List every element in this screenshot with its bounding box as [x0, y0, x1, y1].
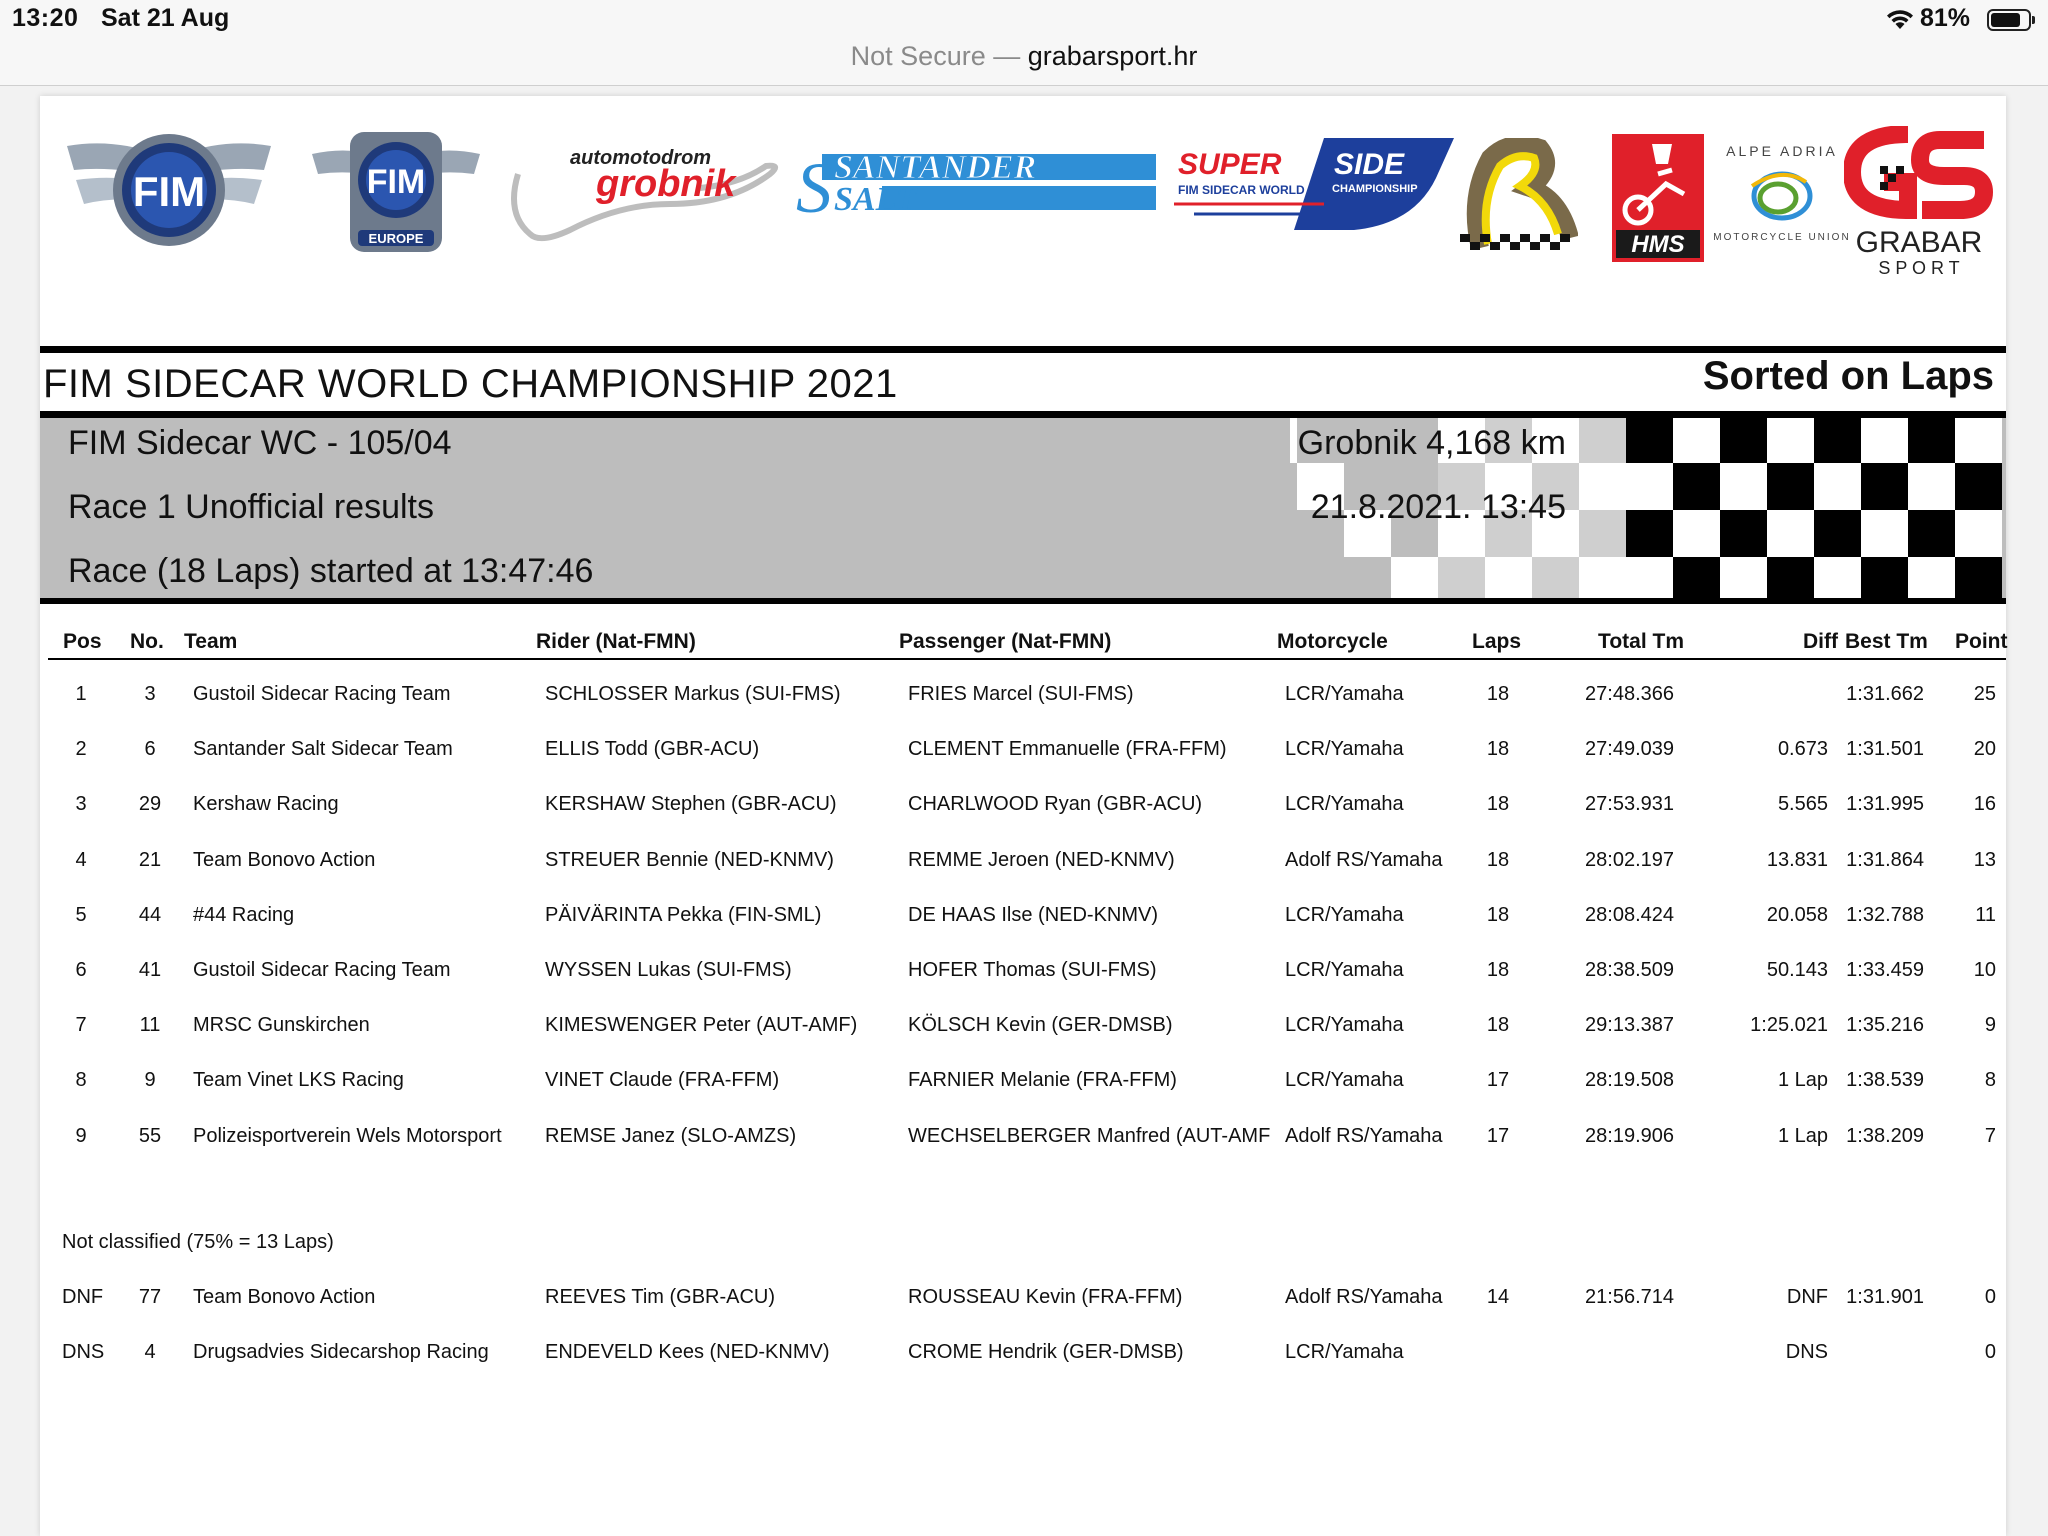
cell-passenger: FRIES Marcel (SUI-FMS): [908, 683, 1134, 705]
url-host: grabarsport.hr: [1027, 41, 1198, 71]
flag-square: [1767, 418, 1814, 463]
fim-logo: [62, 126, 276, 256]
col-pos: Pos: [63, 630, 102, 653]
flag-square: [1720, 557, 1767, 598]
cell-points: 25: [1973, 683, 1996, 705]
cell-laps: 18: [1486, 793, 1510, 816]
svg-text:FIM SIDECAR WORLD: FIM SIDECAR WORLD: [1178, 183, 1305, 197]
event-name: FIM Sidecar WC - 105/04: [68, 424, 452, 462]
flag-square: [1861, 463, 1908, 510]
cell-team: Drugsadvies Sidecarshop Racing: [193, 1341, 489, 1364]
col-team: Team: [184, 630, 238, 653]
cell-points: 7: [1984, 1124, 1996, 1147]
flag-square: [1720, 510, 1767, 557]
cell-motorcycle: Adolf RS/Yamaha: [1285, 1124, 1443, 1147]
flag-square: [1955, 557, 2002, 598]
cell-team: Team Bonovo Action: [193, 1286, 376, 1308]
cell-rider: ENDEVELD Kees (NED-KNMV): [545, 1341, 830, 1364]
battery-percent: 81%: [1920, 4, 1971, 32]
flag-square: [1861, 510, 1908, 557]
cell-total: 21:56.714: [1585, 1286, 1674, 1308]
fim-europe-logo: [308, 126, 484, 256]
cell-team: Gustoil Sidecar Racing Team: [193, 683, 451, 705]
flag-square: [1673, 463, 1720, 510]
cell-rider: ELLIS Todd (GBR-ACU): [545, 738, 760, 761]
cell-motorcycle: LCR/Yamaha: [1285, 683, 1404, 705]
cell-motorcycle: LCR/Yamaha: [1285, 738, 1404, 761]
cell-no: 4: [144, 1341, 156, 1364]
svg-text:EUROPE: EUROPE: [368, 231, 424, 246]
cell-passenger: WECHSELBERGER Manfred (AUT-AMF: [908, 1124, 1271, 1147]
cell-no: 77: [138, 1286, 162, 1308]
cell-total: 27:53.931: [1585, 793, 1674, 816]
cell-total: 29:13.387: [1585, 1014, 1674, 1037]
flag-square: [1955, 463, 2002, 510]
cell-total: 28:02.197: [1585, 848, 1674, 871]
flag-square: [1814, 557, 1861, 598]
svg-text:GRABAR: GRABAR: [1855, 226, 1983, 259]
status-date: Sat 21 Aug: [101, 4, 230, 32]
col-rider: Rider (Nat-FMN): [536, 630, 696, 653]
col-diff: Diff: [1803, 630, 1838, 653]
cell-pos: 1: [75, 683, 87, 705]
cell-total: 27:48.366: [1585, 683, 1674, 705]
cell-points: 20: [1973, 738, 1996, 761]
flag-square: [1861, 418, 1908, 463]
flag-square: [1673, 510, 1720, 557]
svg-text:HMS: HMS: [1631, 231, 1685, 258]
cell-pos: 9: [75, 1124, 87, 1147]
cell-no: 55: [138, 1124, 162, 1147]
flag-square: [1626, 418, 1673, 463]
cell-total: 27:49.039: [1585, 738, 1674, 761]
flag-square: [1579, 510, 1626, 557]
cell-diff: 1 Lap: [1777, 1124, 1828, 1147]
flag-square: [1579, 418, 1626, 463]
cell-pos: 5: [75, 903, 87, 926]
cell-pos: 6: [75, 959, 87, 981]
cell-diff: 20.058: [1766, 903, 1828, 926]
svg-text:S P O R T: S P O R T: [1878, 258, 1960, 276]
grobnik-logo: [500, 134, 786, 254]
alpe-adria-logo: [1696, 126, 1866, 256]
cell-pos: 2: [75, 738, 87, 761]
cell-points: 11: [1975, 903, 1996, 926]
event-info-panel: [40, 418, 2006, 598]
info-bottom-rule: [40, 598, 2006, 604]
svg-text:FIM: FIM: [132, 168, 206, 215]
cell-total: 28:38.509: [1585, 959, 1674, 981]
cell-no: 9: [144, 1069, 156, 1092]
wifi-icon: [1885, 7, 1915, 31]
cell-laps: 17: [1486, 1069, 1510, 1092]
cell-motorcycle: LCR/Yamaha: [1285, 1014, 1404, 1037]
cell-motorcycle: LCR/Yamaha: [1285, 903, 1404, 926]
cell-total: 28:19.508: [1585, 1069, 1674, 1092]
cell-pos: 4: [75, 848, 87, 871]
flag-square: [1767, 463, 1814, 510]
flag-square: [1290, 418, 1297, 463]
cell-rider: WYSSEN Lukas (SUI-FMS): [545, 959, 792, 981]
flag-square: [1626, 510, 1673, 557]
cell-points: 0: [1984, 1286, 1996, 1308]
superside-logo: [1174, 134, 1454, 234]
flag-square: [1814, 463, 1861, 510]
svg-text:FIM: FIM: [366, 163, 426, 201]
cell-team: Santander Salt Sidecar Team: [193, 738, 453, 761]
cell-team: Team Bonovo Action: [193, 848, 376, 871]
title-rule-bottom: [40, 411, 2006, 418]
cell-diff: 1:25.021: [1750, 1014, 1828, 1037]
cell-passenger: HOFER Thomas (SUI-FMS): [908, 959, 1157, 981]
cell-laps: 18: [1486, 683, 1510, 705]
svg-text:S: S: [796, 148, 832, 224]
cell-rider: KERSHAW Stephen (GBR-ACU): [545, 793, 837, 816]
cell-diff: DNS: [1785, 1341, 1828, 1364]
status-bar: [0, 0, 2048, 40]
cell-laps: 18: [1486, 738, 1510, 761]
cell-team: Team Vinet LKS Racing: [193, 1069, 404, 1092]
cell-rider: PÄIVÄRINTA Pekka (FIN-SML): [545, 903, 822, 926]
cell-diff: DNF: [1786, 1286, 1828, 1308]
svg-text:SIDE: SIDE: [1334, 148, 1405, 181]
cell-laps: 18: [1486, 959, 1510, 981]
flag-square: [1814, 510, 1861, 557]
cell-motorcycle: LCR/Yamaha: [1285, 1069, 1404, 1092]
flag-square: [1908, 510, 1955, 557]
cell-best: 1:32.788: [1846, 903, 1924, 926]
sort-label: Sorted on Laps: [1702, 354, 1994, 398]
url-separator: —: [985, 41, 1028, 71]
cell-points: 8: [1984, 1069, 1996, 1092]
cell-passenger: CLEMENT Emmanuelle (FRA-FFM): [908, 738, 1227, 761]
svg-text:SALT: SALT: [834, 181, 917, 218]
sponsor-logos: [40, 96, 2006, 346]
cell-rider: SCHLOSSER Markus (SUI-FMS): [545, 683, 841, 705]
cell-best: 1:31.501: [1846, 738, 1924, 761]
cell-passenger: ROUSSEAU Kevin (FRA-FFM): [908, 1286, 1183, 1308]
race-datetime: 21.8.2021. 13:45: [1310, 488, 1566, 526]
flag-square: [1908, 463, 1955, 510]
flag-square: [1673, 557, 1720, 598]
track-info: Grobnik 4,168 km: [1297, 424, 1566, 462]
cell-passenger: DE HAAS Ilse (NED-KNMV): [908, 903, 1159, 926]
santander-salt-logo: [792, 144, 1158, 224]
cell-no: 11: [139, 1014, 161, 1037]
results-page: [40, 96, 2006, 1536]
flag-square: [1955, 510, 2002, 557]
cell-laps: 18: [1486, 1014, 1510, 1037]
cell-team: #44 Racing: [193, 903, 295, 926]
cell-team: Kershaw Racing: [193, 793, 339, 816]
status-time: 13:20: [12, 4, 79, 32]
cell-pos: DNF: [62, 1286, 104, 1308]
flag-square: [1626, 557, 1673, 598]
cell-pos: DNS: [62, 1341, 105, 1364]
cell-best: 1:31.995: [1846, 793, 1924, 816]
flag-square: [1485, 557, 1532, 598]
cell-passenger: CHARLWOOD Ryan (GBR-ACU): [908, 793, 1203, 816]
col-motorcycle: Motorcycle: [1277, 630, 1388, 653]
col-points: Point: [1955, 630, 2008, 653]
svg-text:CHAMPIONSHIP: CHAMPIONSHIP: [1332, 183, 1418, 195]
flag-square: [1532, 557, 1579, 598]
cell-team: Gustoil Sidecar Racing Team: [193, 959, 451, 981]
cell-rider: KIMESWENGER Peter (AUT-AMF): [545, 1014, 858, 1037]
hms-logo: [1612, 134, 1704, 262]
cell-rider: REMSE Janez (SLO-AMZS): [545, 1124, 797, 1147]
not-classified-label: Not classified (75% = 13 Laps): [62, 1231, 334, 1253]
cell-diff: 1 Lap: [1777, 1069, 1828, 1092]
cell-no: 21: [138, 848, 162, 871]
cell-best: 1:38.209: [1846, 1124, 1924, 1147]
cell-diff: 5.565: [1777, 793, 1828, 816]
flag-square: [1673, 418, 1720, 463]
cell-diff: 13.831: [1766, 848, 1828, 871]
cell-no: 3: [144, 683, 156, 705]
flag-square: [1908, 557, 1955, 598]
cell-pos: 8: [75, 1069, 87, 1092]
cell-passenger: FARNIER Melanie (FRA-FFM): [908, 1069, 1177, 1092]
svg-text:MOTORCYCLE UNION: MOTORCYCLE UNION: [1713, 232, 1851, 243]
flag-square: [1767, 557, 1814, 598]
flag-square: [1814, 418, 1861, 463]
cell-best: 1:38.539: [1846, 1069, 1924, 1092]
cell-team: Polizeisportverein Wels Motorsport: [193, 1124, 502, 1147]
page-title: FIM SIDECAR WORLD CHAMPIONSHIP 2021: [43, 362, 898, 406]
cell-motorcycle: LCR/Yamaha: [1285, 959, 1404, 981]
cell-best: 1:35.216: [1846, 1014, 1924, 1037]
cell-rider: STREUER Bennie (NED-KNMV): [545, 848, 834, 871]
cell-laps: 14: [1486, 1286, 1510, 1308]
cell-motorcycle: LCR/Yamaha: [1285, 793, 1404, 816]
svg-text:grobnik: grobnik: [596, 163, 736, 205]
flag-square: [1579, 557, 1626, 598]
cell-passenger: CROME Hendrik (GER-DMSB): [908, 1341, 1184, 1364]
security-label: Not Secure: [850, 41, 986, 71]
address-bar[interactable]: [0, 40, 2048, 86]
cell-best: 1:31.901: [1846, 1286, 1924, 1308]
table-header-rule: [48, 658, 2006, 660]
session-name: Race 1 Unofficial results: [68, 488, 434, 526]
cell-pos: 7: [75, 1014, 87, 1037]
cell-laps: 18: [1486, 903, 1510, 926]
battery-fill: [1991, 13, 2020, 27]
flag-square: [1438, 557, 1485, 598]
flag-square: [1908, 418, 1955, 463]
cell-no: 6: [144, 738, 156, 761]
svg-text:automotodrom: automotodrom: [570, 147, 712, 169]
cell-no: 29: [138, 793, 162, 816]
cell-diff: 0.673: [1777, 738, 1828, 761]
cell-diff: 50.143: [1766, 959, 1828, 981]
cell-points: 16: [1973, 793, 1996, 816]
col-best: Best Tm: [1845, 630, 1928, 653]
cell-total: 28:08.424: [1585, 903, 1674, 926]
cell-passenger: REMME Jeroen (NED-KNMV): [908, 848, 1175, 871]
flag-square: [1767, 510, 1814, 557]
flag-square: [1391, 557, 1438, 598]
cell-points: 10: [1973, 959, 1996, 981]
cell-no: 41: [138, 959, 162, 981]
cell-laps: 18: [1486, 848, 1510, 871]
cell-best: 1:33.459: [1846, 959, 1924, 981]
grabar-sport-logo: [1844, 126, 1994, 276]
cell-points: 13: [1973, 848, 1996, 871]
col-total: Total Tm: [1598, 630, 1684, 653]
flag-square: [1955, 418, 2002, 463]
cell-points: 0: [1984, 1341, 1996, 1364]
cell-team: MRSC Gunskirchen: [193, 1014, 370, 1037]
cell-passenger: KÖLSCH Kevin (GER-DMSB): [908, 1014, 1173, 1037]
flag-square: [1720, 418, 1767, 463]
col-laps: Laps: [1472, 630, 1522, 653]
svg-text:SUPER: SUPER: [1178, 148, 1282, 181]
cell-motorcycle: Adolf RS/Yamaha: [1285, 848, 1443, 871]
cell-motorcycle: Adolf RS/Yamaha: [1285, 1286, 1443, 1308]
cell-no: 44: [138, 903, 162, 926]
col-no: No.: [130, 630, 164, 653]
cell-total: 28:19.906: [1585, 1124, 1674, 1147]
cell-laps: 17: [1486, 1124, 1510, 1147]
svg-text:SANTANDER: SANTANDER: [834, 149, 1037, 186]
cell-pos: 3: [75, 793, 87, 816]
track-emblem-logo: [1460, 138, 1578, 250]
cell-points: 9: [1984, 1014, 1996, 1037]
battery-icon: [1987, 9, 2031, 31]
flag-square: [1579, 463, 1626, 510]
flag-square: [1861, 557, 1908, 598]
cell-rider: REEVES Tim (GBR-ACU): [545, 1286, 776, 1308]
race-start: Race (18 Laps) started at 13:47:46: [68, 552, 594, 590]
svg-text:ALPE ADRIA: ALPE ADRIA: [1726, 143, 1838, 159]
flag-square: [1720, 463, 1767, 510]
flag-square: [1626, 463, 1673, 510]
cell-best: 1:31.662: [1846, 683, 1924, 705]
title-rule-top: [40, 346, 2006, 353]
cell-motorcycle: LCR/Yamaha: [1285, 1341, 1404, 1364]
battery-nub: [2032, 16, 2035, 24]
cell-rider: VINET Claude (FRA-FFM): [545, 1069, 780, 1092]
cell-best: 1:31.864: [1846, 848, 1924, 871]
col-passenger: Passenger (Nat-FMN): [899, 630, 1112, 653]
